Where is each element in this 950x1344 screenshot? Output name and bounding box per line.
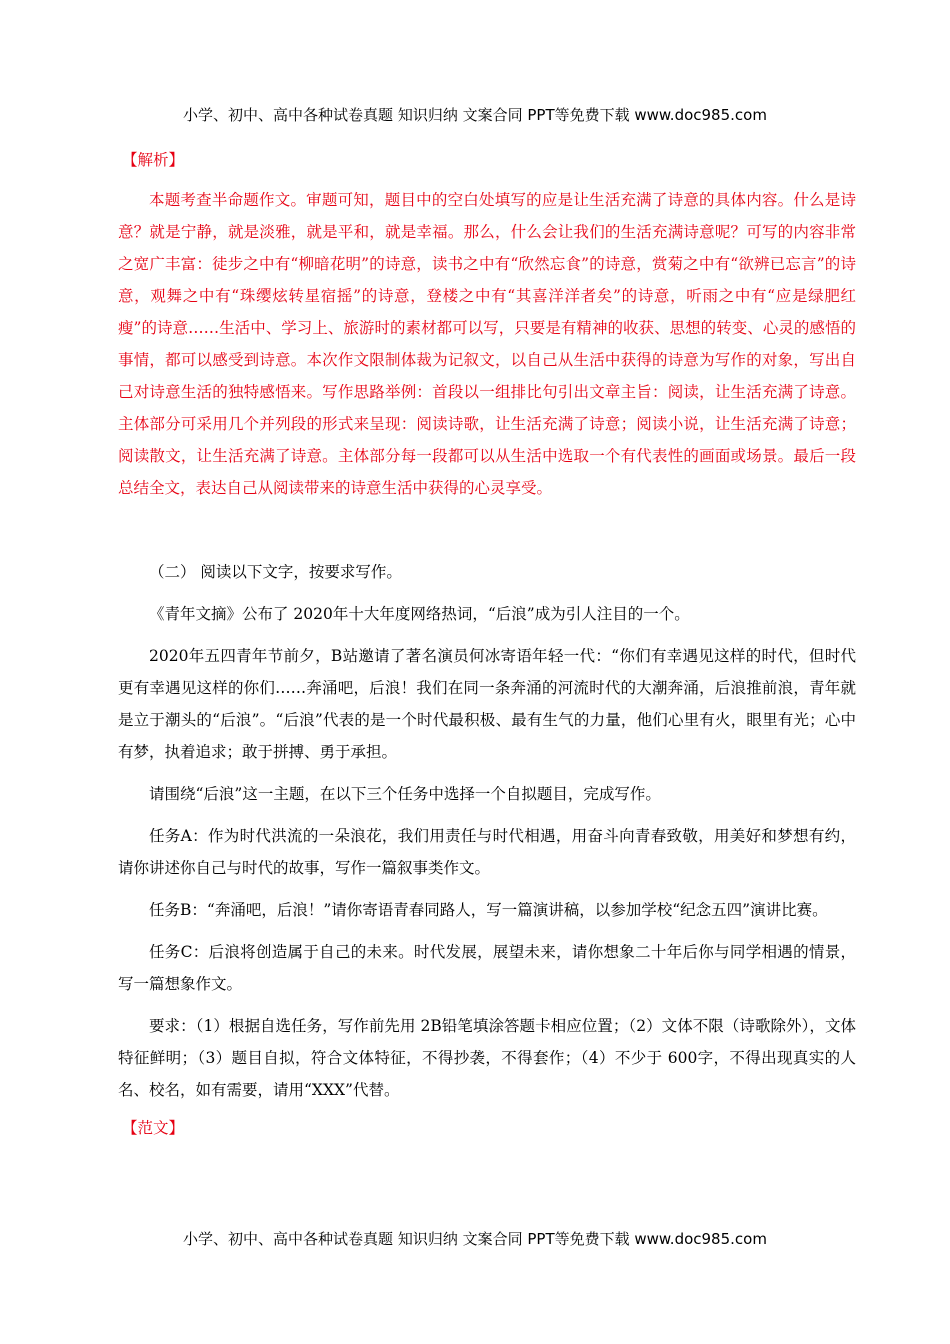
analysis-body: 本题考查半命题作文。审题可知，题目中的空白处填写的应是让生活充满了诗意的具体内容。什么是诗意？就是宁静，就是淡雅，就是平和，就是幸福。那么，什么会让我们的生活充满诗意呢？可写的内容非常之宽广丰富：徒步之中有“柳暗花明”的诗意，读书之中有“欣然忘食”的诗意，赏菊之中有“欲辨已忘言”的诗意，观舞之中有“珠缨炫转星宿摇”的诗意，登楼之中有“其喜洋洋者矣”的诗意，听雨之中有“应是绿肥红瘦”的诗意……生活中、学习上、旅游时的素材都可以写，只要是有精神的收获、思想的转变、心灵的感悟的事情，都可以感受到诗意。本次作文限制体裁为记叙文，以自己从生活中获得的诗意为写作的对象，写出自己对诗意生活的独特感悟来。写作思路举例：首段以一组排比句引出文章主旨：阅读，让生活充满了诗意。主体部分可采用几个并列段的形式来呈现：阅读诗歌，让生活充满了诗意；阅读小说，让生活充满了诗意；阅读散文，让生活充满了诗意。主体部分每一段都可以从生活中选取一个有代表性的画面或场景。最后一段总结全文，表达自己从阅读带来的诗意生活中获得的心灵享受。 [118,191,856,497]
page-header: 小学、初中、高中各种试卷真题 知识归纳 文案合同 PPT等免费下载 www.doc985.com [183,106,767,124]
analysis-title: 【解析】 [122,151,185,169]
document-body [118,148,856,1140]
task-b: 任务B：“奔涌吧，后浪！”请你寄语青春同路人，写一篇演讲稿，以参加学校“纪念五四”演讲比赛。 [149,901,828,919]
sample-essay-title: 【范文】 [122,1119,185,1137]
requirements: 要求：（1）根据自选任务，写作前先用 2B铅笔填涂答题卡相应位置；（2）文体不限（诗歌除外），文体特征鲜明；（3）题目自拟，符合文体特征，不得抄袭，不得套作；（4）不少于 600字，不得出现真实的人名、校名，如有需要，请用“XXX”代替。 [118,1017,856,1099]
prompt-paragraph-3: 请围绕“后浪”这一主题，在以下三个任务中选择一个自拟题目，完成写作。 [149,785,661,803]
page-footer: 小学、初中、高中各种试卷真题 知识归纳 文案合同 PPT等免费下载 www.doc985.com [183,1230,767,1248]
prompt-paragraph-2: 2020年五四青年节前夕，B站邀请了著名演员何冰寄语年轻一代：“你们有幸遇见这样的时代，但时代更有幸遇见这样的你们……奔涌吧，后浪！我们在同一条奔涌的河流时代的大潮奔涌，后浪推前浪，青年就是立于潮头的“后浪”。“后浪”代表的是一个时代最积极、最有生气的力量，他们心里有火，眼里有光；心中有梦，执着追求；敢于拼搏、勇于承担。 [118,647,856,761]
task-a: 任务A：作为时代洪流的一朵浪花，我们用责任与时代相遇，用奋斗向青春致敬，用美好和梦想有约，请你讲述你自己与时代的故事，写作一篇叙事类作文。 [118,827,856,877]
prompt-paragraph-1: 《青年文摘》公布了 2020年十大年度网络热词，“后浪”成为引人注目的一个。 [149,605,690,623]
task-c: 任务C：后浪将创造属于自己的未来。时代发展，展望未来，请你想象二十年后你与同学相遇的情景，写一篇想象作文。 [118,943,856,993]
section-heading: （二） 阅读以下文字，按要求写作。 [149,563,402,581]
